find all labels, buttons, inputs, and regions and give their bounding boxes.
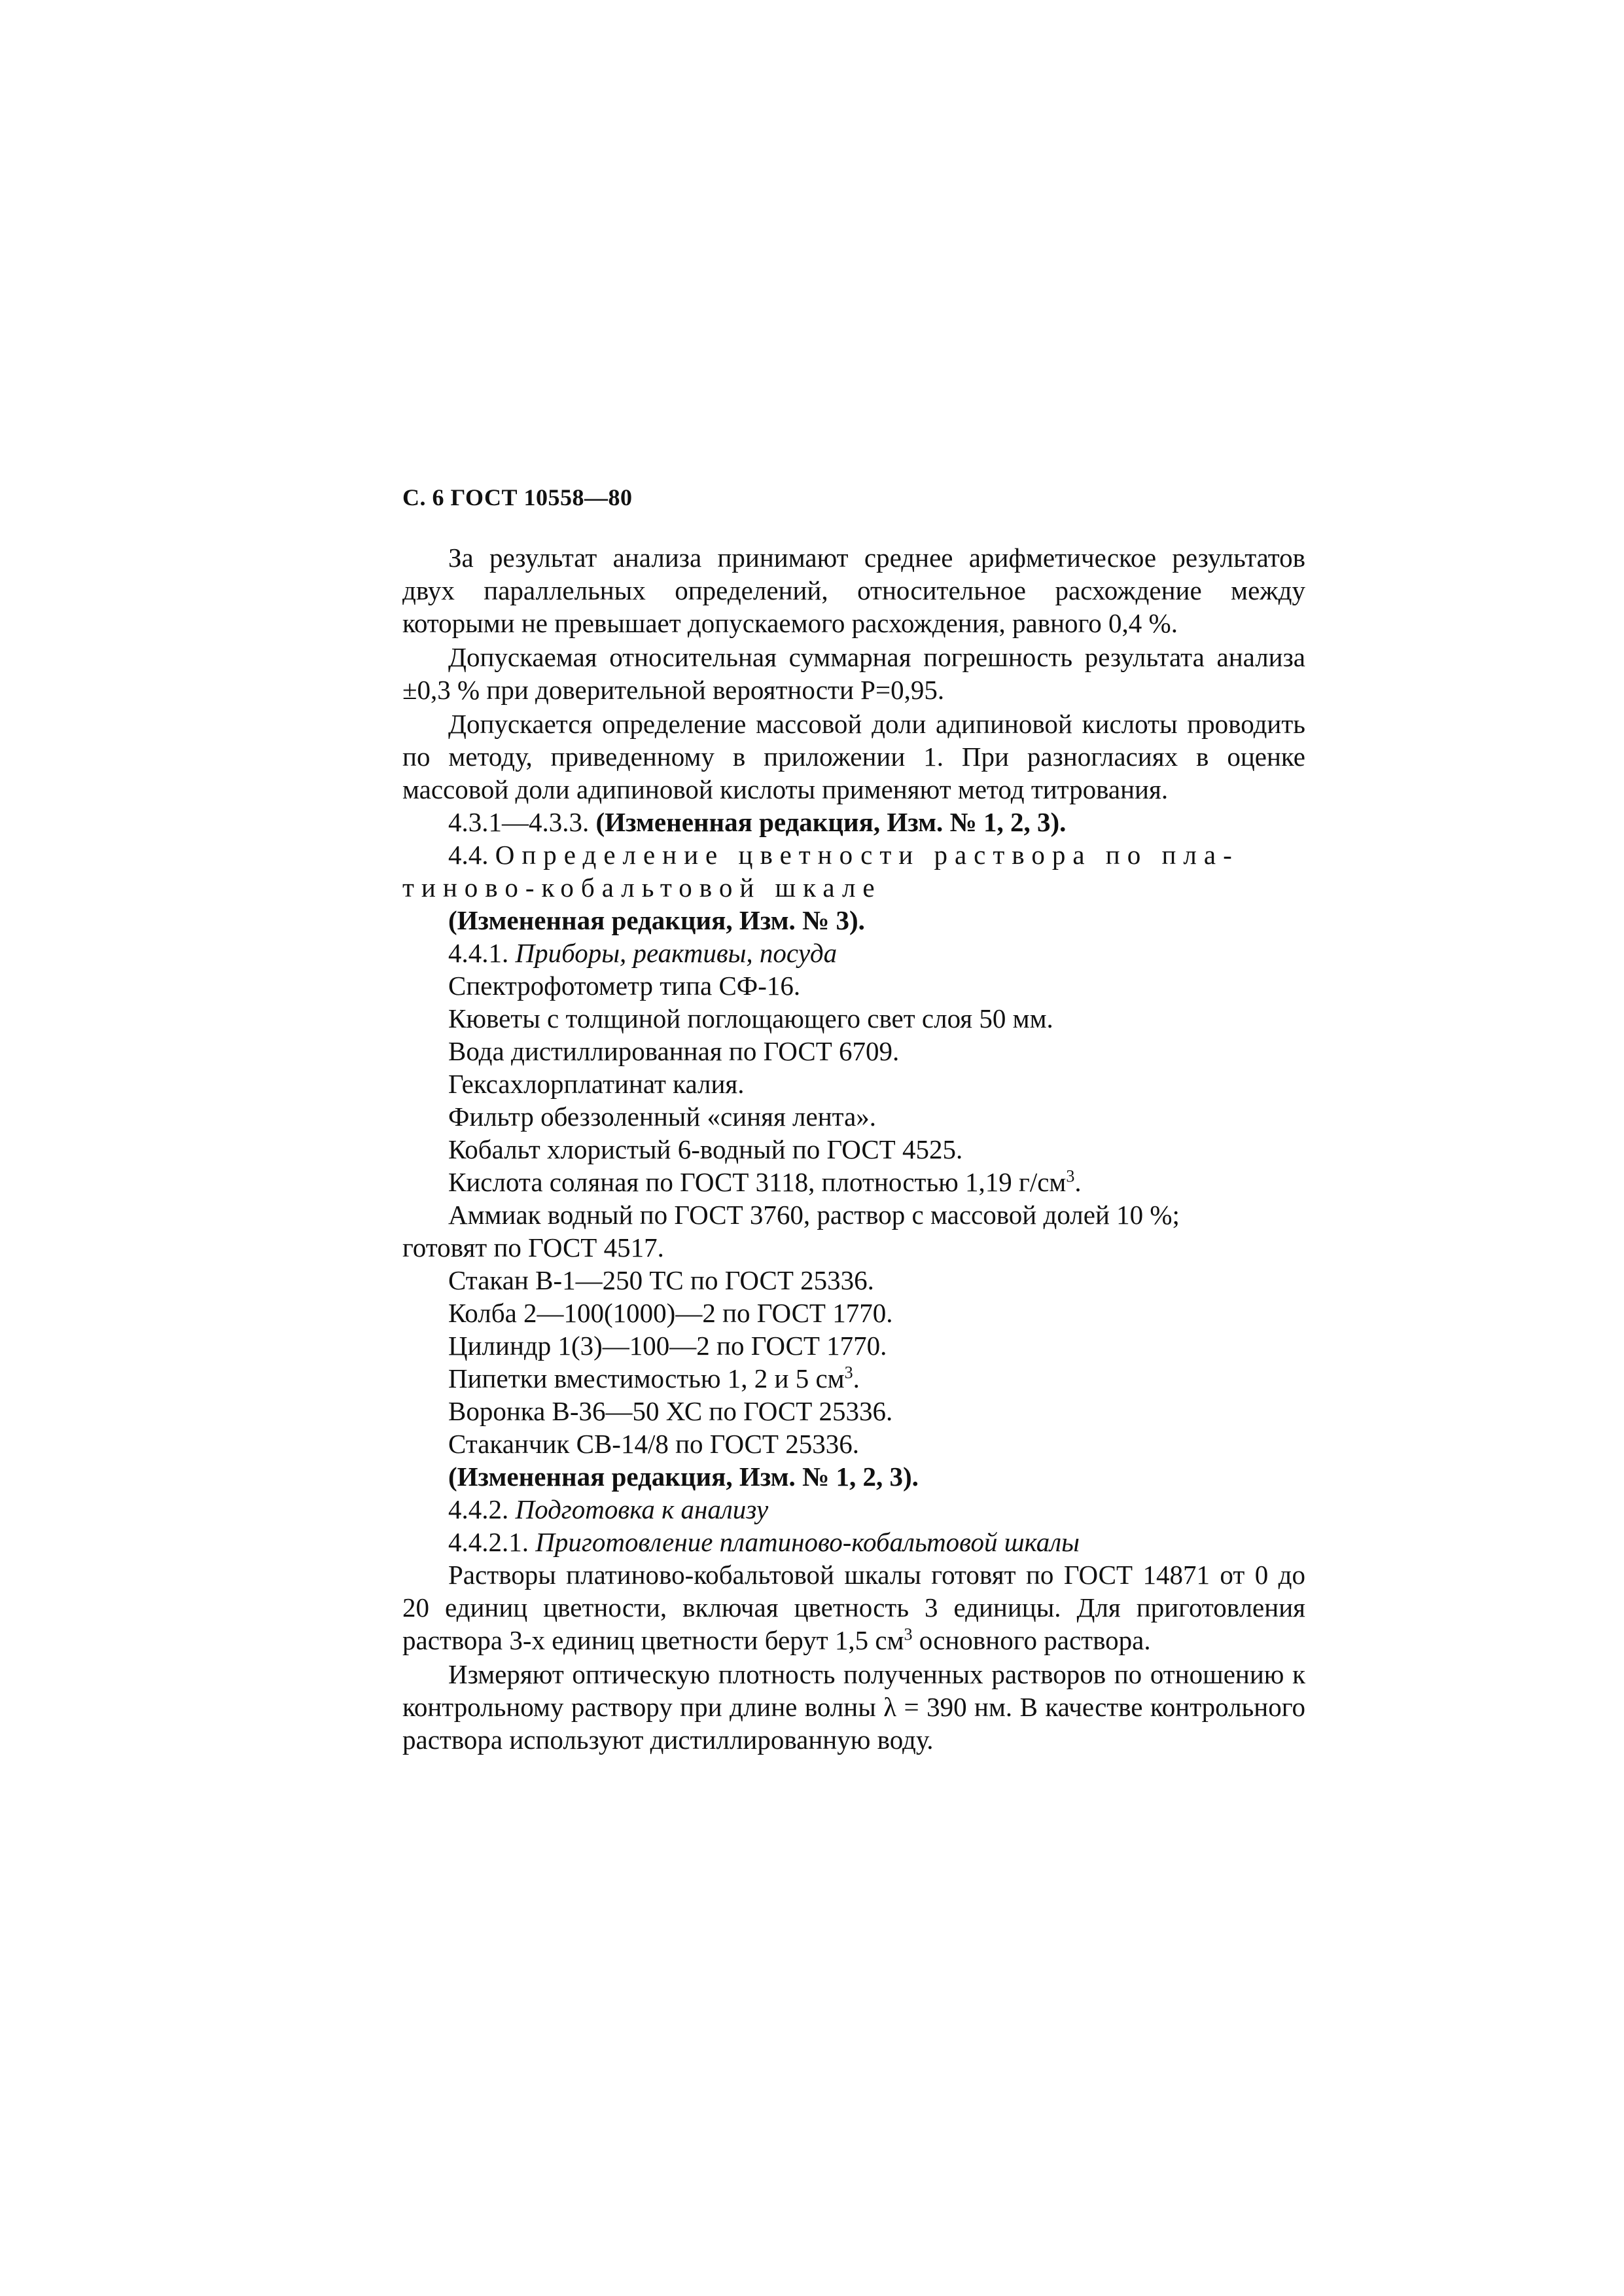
list-item: Вода дистиллированная по ГОСТ 6709. — [448, 1036, 900, 1066]
section-number: 4.4. — [448, 840, 489, 870]
paragraph-error: Допускаемая относительная суммарная погрешность результата анализа ±0,3 % при доверительной вероятности Р=0,95. — [402, 642, 1305, 705]
prep-superscript: 3 — [904, 1624, 913, 1644]
amendment-note-4-4: (Измененная редакция, Изм. № 3). — [448, 905, 865, 935]
clause-number: 4.3.1—4.3.3. — [448, 807, 590, 837]
pipette-text: Пипетки вместимостью 1, 2 и 5 см — [448, 1363, 845, 1393]
section-4-4-heading — [402, 838, 1305, 904]
list-item: Цилиндр 1(3)—100—2 по ГОСТ 1770. — [448, 1331, 887, 1361]
acid-superscript: 3 — [1066, 1166, 1075, 1186]
amendment-note-4-4-1: (Измененная редакция, Изм. № 1, 2, 3). — [448, 1462, 919, 1492]
subsection-number: 4.4.2.1. — [448, 1527, 529, 1557]
list-item: Фильтр обеззоленный «синяя лента». — [448, 1102, 877, 1132]
list-item: Стаканчик СВ-14/8 по ГОСТ 25336. — [448, 1429, 859, 1459]
acid-text: Кислота соляная по ГОСТ 3118, плотностью 1,19 г/см — [448, 1167, 1067, 1197]
paragraph-method: Допускается определение массовой доли адипиновой кислоты проводить по методу, приведенному в приложении 1. При разногласиях в оценке массовой доли адипиновой кислоты применяют метод титрования. — [402, 709, 1305, 804]
list-item: Кюветы с толщиной поглощающего свет слоя 50 мм. — [448, 1003, 1053, 1033]
pipette-end: . — [853, 1363, 860, 1393]
list-item-acid — [402, 1166, 1305, 1198]
subsection-4-4-1-heading — [402, 937, 1305, 969]
subsection-number: 4.4.2. — [448, 1494, 509, 1524]
document-page — [402, 481, 1305, 1756]
list-item: Гексахлорплатинат калия. — [448, 1069, 745, 1099]
subsection-title: Приборы, реактивы, посуда — [515, 938, 838, 968]
list-item: Кобальт хлористый 6-водный по ГОСТ 4525. — [448, 1134, 963, 1164]
paragraph-preparation — [402, 1558, 1305, 1657]
subsection-4-4-2-1-heading — [402, 1526, 1305, 1558]
amendment-note-4-3 — [402, 806, 1305, 838]
subsection-4-4-2-heading — [402, 1493, 1305, 1526]
amendment-text: (Измененная редакция, Изм. № 1, 2, 3). — [595, 807, 1067, 837]
list-item: Стакан В-1—250 ТС по ГОСТ 25336. — [448, 1265, 874, 1295]
paragraph-measurement: Измеряют оптическую плотность полученных растворов по отношению к контрольному раствору при длине волны λ = 390 нм. В качестве контрольного раствора используют дистиллированную воду. — [402, 1659, 1305, 1755]
list-item: Колба 2—100(1000)—2 по ГОСТ 1770. — [448, 1298, 893, 1328]
list-item-ammonia — [402, 1198, 1305, 1264]
section-title-line2: тиново-кобальтовой шкале — [402, 872, 882, 903]
subsection-number: 4.4.1. — [448, 938, 509, 968]
pipette-superscript: 3 — [844, 1363, 853, 1382]
subsection-title: Приготовление платиново-кобальтовой шкалы — [535, 1527, 1080, 1557]
page-header: С. 6 ГОСТ 10558—80 — [402, 484, 633, 511]
prep-text-b: основного раствора. — [912, 1625, 1151, 1655]
list-item: Спектрофотометр типа СФ-16. — [448, 971, 801, 1001]
prep-text-a: Растворы платиново-кобальтовой шкалы готовят по ГОСТ 14871 от 0 до 20 единиц цветности, включая цветность 3 единицы. Для приготовления раствора 3-х единиц цветности берут 1,5 см — [402, 1560, 1305, 1655]
section-title-line1: Определение цветности раствора по пла- — [495, 840, 1239, 870]
ammonia-line1: Аммиак водный по ГОСТ 3760, раствор с массовой долей 10 %; — [448, 1200, 1180, 1230]
list-item: Воронка В-36—50 ХС по ГОСТ 25336. — [448, 1396, 893, 1426]
list-item-pipette — [402, 1362, 1305, 1395]
paragraph-result: За результат анализа принимают среднее арифметическое результатов двух параллельных определений, относительное расхождение между которыми не превышает допускаемого расхождения, равного 0,4 %. — [402, 543, 1305, 638]
subsection-title: Подготовка к анализу — [515, 1494, 769, 1524]
acid-end: . — [1074, 1167, 1082, 1197]
ammonia-line2: готовят по ГОСТ 4517. — [402, 1232, 664, 1263]
